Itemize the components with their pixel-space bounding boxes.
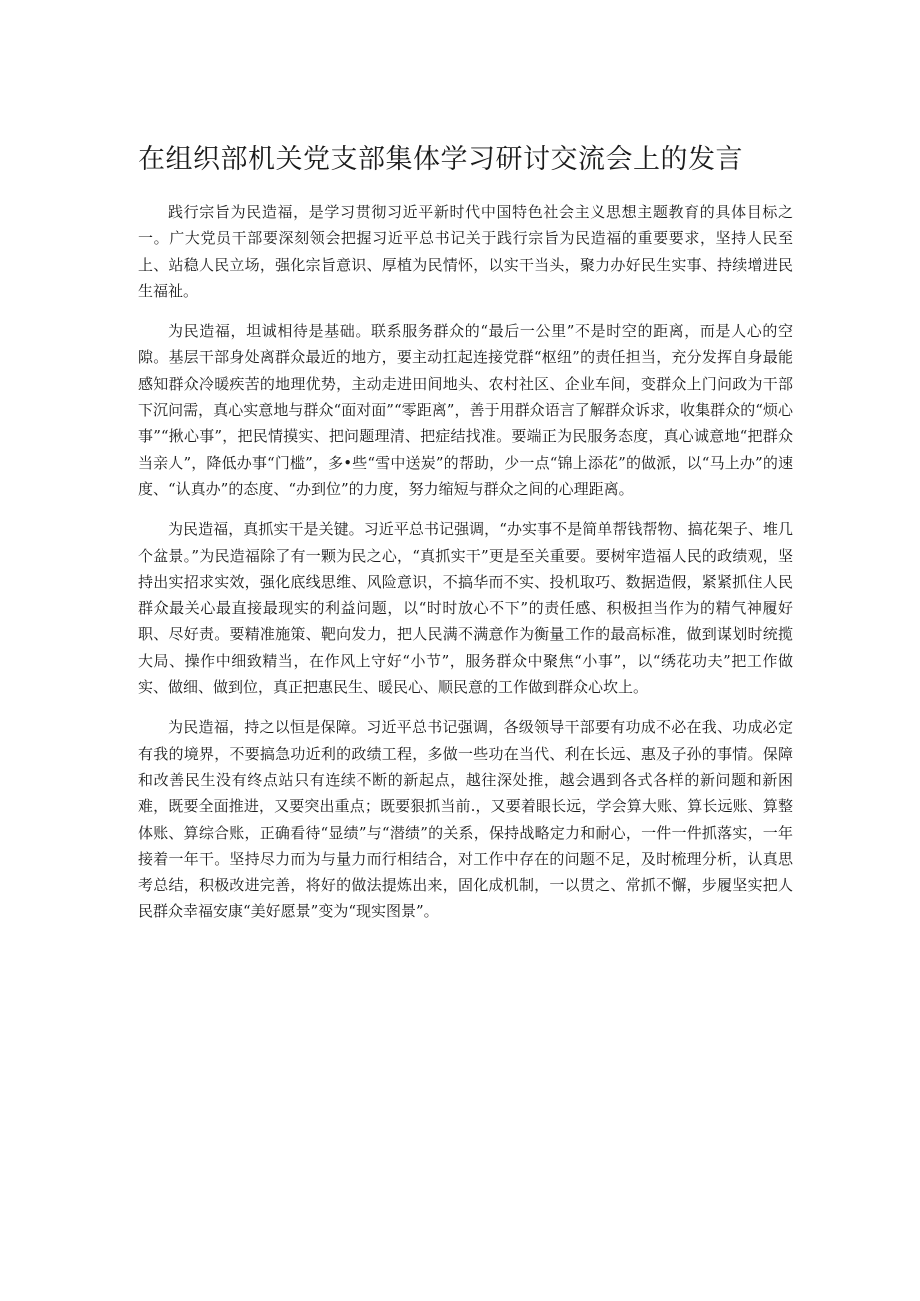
paragraph-perseverance: 为民造福，持之以恒是保障。习近平总书记强调，各级领导干部要有功成不必在我、功成必定有我的境界，不要搞急功近利的政绩工程，多做一些功在当代、利在长远、惠及子孙的事情。保障和改善民生没有终点站只有连续不断的新起点，越往深处推，越会遇到各式各样的新问题和新困难，既要全面推进，又要突出重点；既要狠抓当前.，又要着眼长远，学会算大账、算长远账、算整体账、算综合账，正确看待“显绩”与“潜绩”的关系，保持战略定力和耐心，一件一件抓落实，一年接着一年干。坚持尽力而为与量力而行相结合，对工作中存在的问题不足，及时梳理分析，认真思考总结，积极改进完善，将好的做法提炼出来，固化成机制，一以贯之、常抓不懈，步履坚实把人民群众幸福安康“美好愿景”变为“现实图景”。 [138,718,793,921]
paragraph-sincerity: 为民造福，坦诚相待是基础。联系服务群众的“最后一公里”不是时空的距离，而是人心的空隙。基层干部身处离群众最近的地方，要主动扛起连接党群“枢纽”的责任担当，充分发挥自身最能感知群众冷暖疾苦的地理优势，主动走进田间地头、农村社区、企业车间，变群众上门问政为干部下沉问需，真心实意地与群众“面对面”“零距离”，善于用群众语言了解群众诉求，收集群众的“烦心事”“揪心事”，把民情摸实、把问题理清、把症结找准。要端正为民服务态度，真心诚意地“把群众当亲人”，降低办事“门槛”，多•些“雪中送炭”的帮助，少一点“锦上添花”的做派，以“马上办”的速度、“认真办”的态度、“办到位”的力度，努力缩短与群众之间的心理距离。 [138,322,793,498]
paragraph-hard-work: 为民造福，真抓实干是关键。习近平总书记强调，“办实事不是简单帮钱帮物、搞花架子、堆几个盆景。”为民造福除了有一颗为民之心，“真抓实干”更是至关重要。要树牢造福人民的政绩观，坚持出实招求实效，强化底线思维、风险意识，不搞华而不实、投机取巧、数据造假，紧紧抓住人民群众最关心最直接最现实的利益问题，以“时时放心不下”的责任感、积极担当作为的精气神履好职、尽好责。要精准施策、靶向发力，把人民满不满意作为衡量工作的最高标准，做到谋划时统揽大局、操作中细致精当，在作风上守好“小节”，服务群众中聚焦“小事”，以“绣花功夫”把工作做实、做细、做到位，真正把惠民生、暖民心、顺民意的工作做到群众心坎上。 [138,520,793,697]
paragraph-intro: 践行宗旨为民造福，是学习贯彻习近平新时代中国特色社会主义思想主题教育的具体目标之一。广大党员干部要深刻领会把握习近平总书记关于践行宗旨为民造福的重要要求，坚持人民至上、站稳人民立场，强化宗旨意识、厚植为民情怀，以实干当头，聚力办好民生实事、持续增进民生福祉。 [138,203,793,300]
document-title: 在组织部机关党支部集体学习研讨交流会上的发言 [138,144,743,175]
document-body [138,199,793,939]
